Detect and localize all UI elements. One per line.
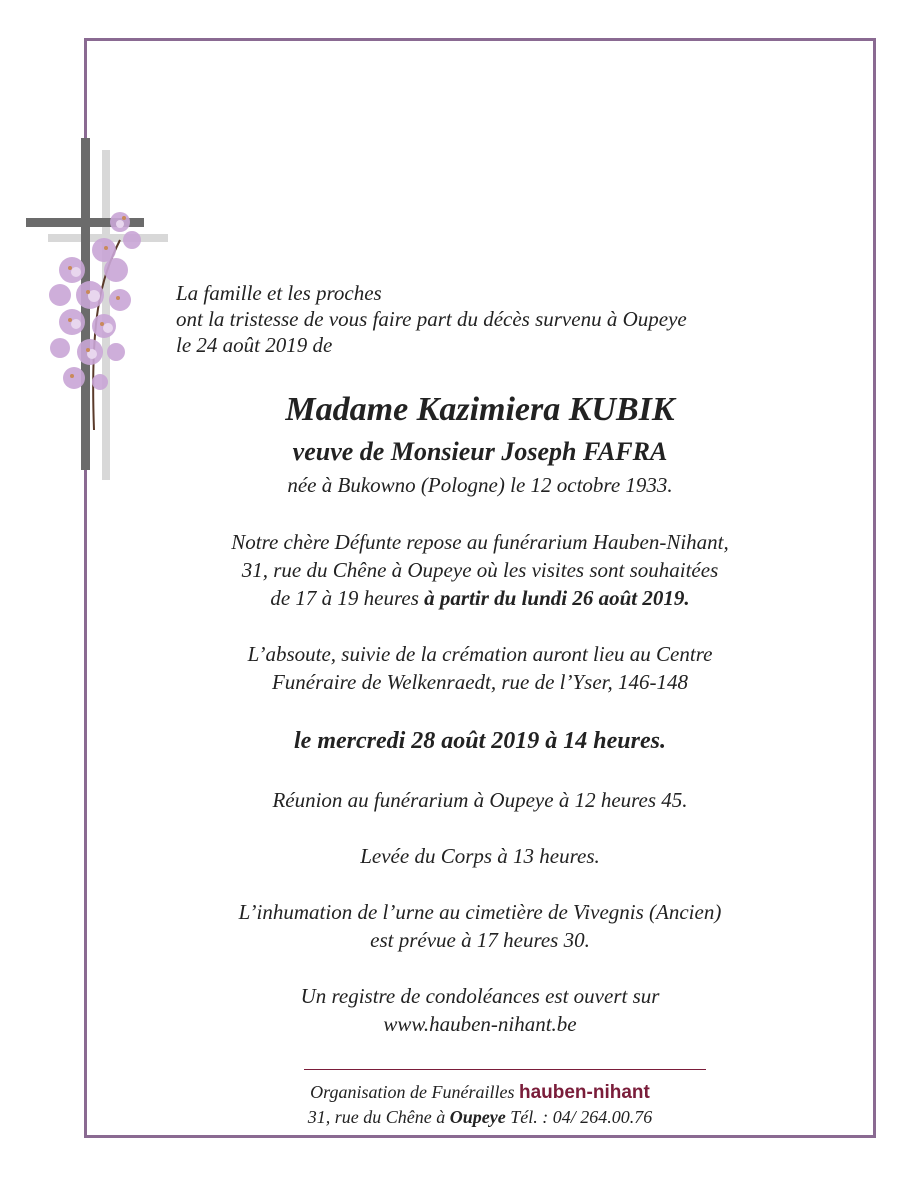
intro-text [176, 280, 687, 358]
address-town: Oupeye [449, 1107, 506, 1127]
absoute-line: Funéraire de Welkenraedt, rue de l’Yser, 146-148 [271, 670, 689, 694]
inhumation-line: L’inhumation de l’urne au cimetière de Vivegnis (Ancien) [238, 900, 722, 924]
website-link[interactable]: www.hauben-nihant.be [383, 1012, 577, 1036]
repose-hours: de 17 à 19 heures [270, 586, 425, 610]
footer [84, 1080, 876, 1129]
repose-paragraph [84, 528, 876, 612]
footer-divider [304, 1069, 706, 1070]
ceremony-date: le mercredi 28 août 2019 à 14 heures. [294, 728, 666, 754]
footer-address-line [84, 1105, 876, 1129]
absoute-line: L’absoute, suivie de la crémation auront lieu au Centre [247, 642, 713, 666]
registre-paragraph [84, 982, 876, 1038]
intro-line: ont la tristesse de vous faire part du décès survenu à Oupeye [176, 307, 687, 331]
org-label: Organisation de Funérailles [310, 1082, 519, 1102]
intro-line: La famille et les proches [176, 281, 382, 305]
repose-start-date: à partir du lundi 26 août 2019. [424, 586, 690, 610]
brand-logo: hauben-nihant [518, 1082, 650, 1103]
repose-line: Notre chère Défunte repose au funérarium Hauben-Nihant, [231, 530, 729, 554]
repose-line: 31, rue du Chêne à Oupeye où les visites sont souhaitées [241, 558, 719, 582]
deceased-name: Madame Kazimiera KUBIK [285, 391, 675, 428]
widow-of: veuve de Monsieur Joseph FAFRA [292, 437, 668, 466]
address: 31, rue du Chêne à [307, 1107, 450, 1127]
footer-org-line [84, 1080, 876, 1105]
intro-line: le 24 août 2019 de [176, 333, 333, 357]
registre-line: Un registre de condoléances est ouvert sur [300, 984, 660, 1008]
reunion-text: Réunion au funérarium à Oupeye à 12 heures 45. [272, 788, 688, 812]
inhumation-line: est prévue à 17 heures 30. [370, 928, 590, 952]
repose-line [84, 584, 876, 612]
absoute-paragraph [84, 640, 876, 696]
phone: Tél. : 04/ 264.00.76 [505, 1107, 653, 1127]
levee-text: Levée du Corps à 13 heures. [360, 844, 600, 868]
inhumation-paragraph [84, 898, 876, 954]
birth-info: née à Bukowno (Pologne) le 12 octobre 1933. [287, 473, 673, 497]
